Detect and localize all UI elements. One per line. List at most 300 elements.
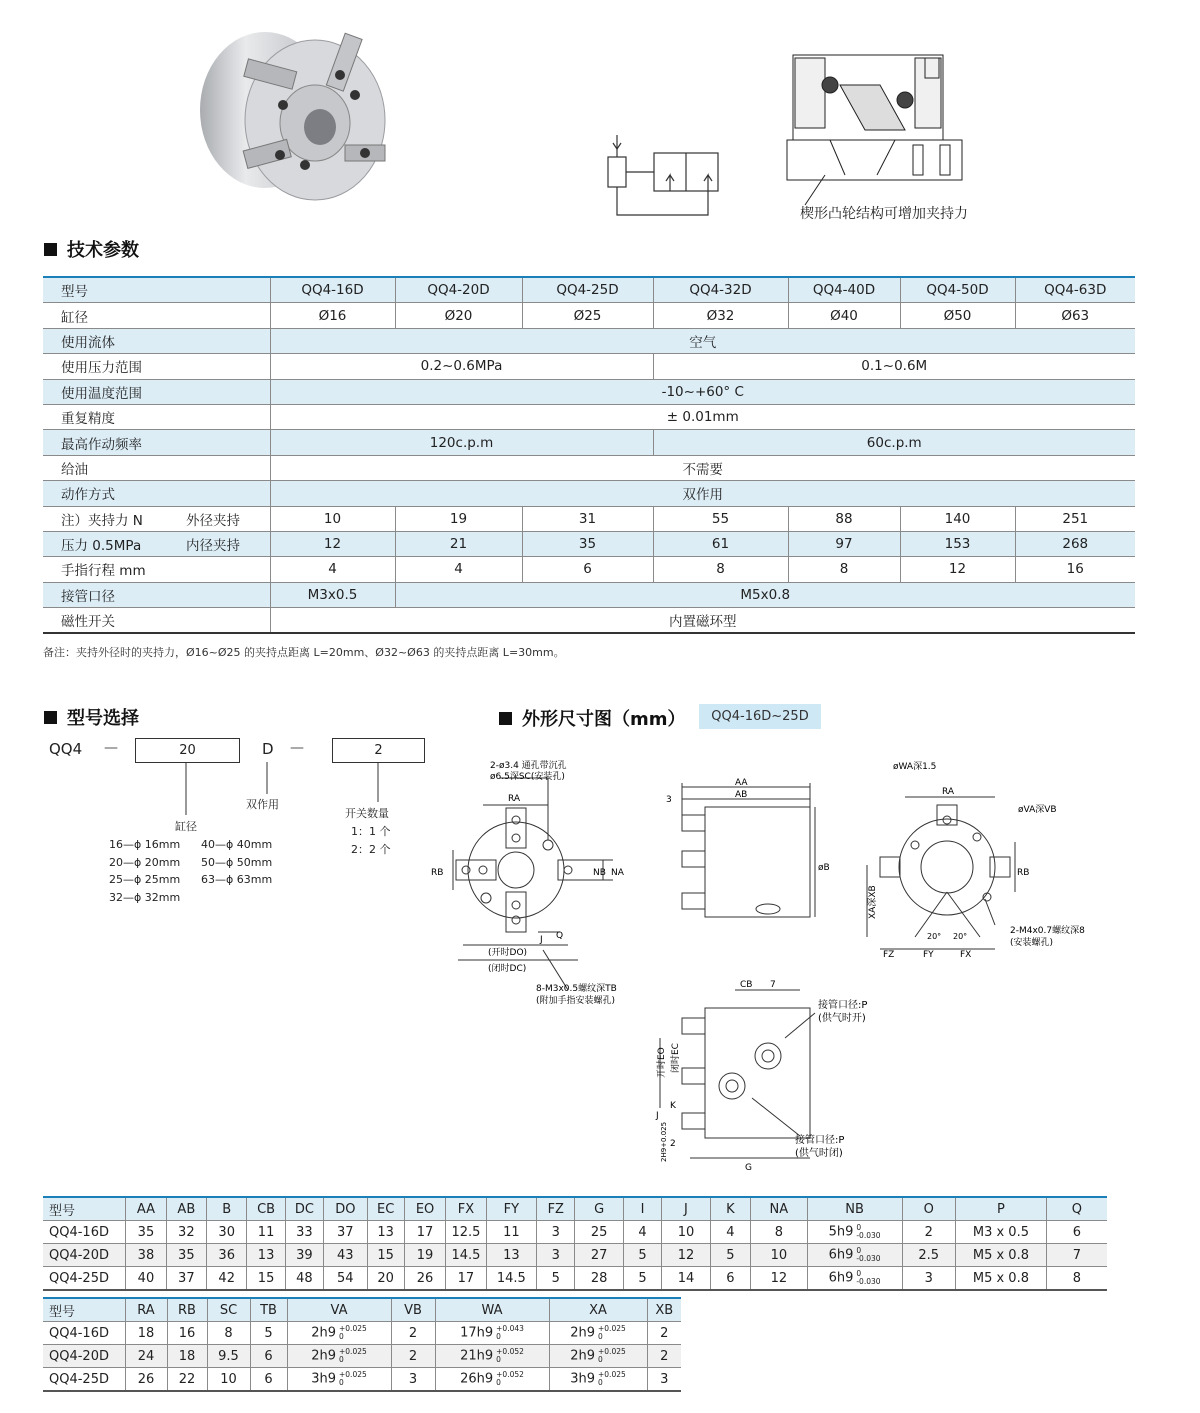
table-cell: 33 (285, 1221, 323, 1244)
label: 25—ϕ 25mm (109, 873, 181, 886)
table-cell: 注）夹持力 N (43, 506, 168, 531)
table-cell: 35 (166, 1244, 206, 1267)
label: G (745, 1163, 752, 1173)
table-cell: QQ4-16D (270, 277, 395, 303)
table-cell: P (956, 1197, 1047, 1221)
table-cell: 5 (537, 1267, 575, 1291)
dim-table-2-row (43, 1345, 681, 1368)
table-cell: NB (807, 1197, 902, 1221)
label: (供气时开) (818, 1013, 866, 1024)
table-cell: 15 (367, 1244, 404, 1267)
label: 6h9 (828, 1270, 854, 1286)
spec-row-pressure (43, 354, 1135, 379)
table-cell: 4 (395, 557, 522, 582)
table-cell: M3 x 0.5 (956, 1221, 1047, 1244)
table-cell: I (623, 1197, 661, 1221)
table-cell: 8 (751, 1221, 808, 1244)
dim-model-range-tag: QQ4-16D~25D (699, 704, 821, 729)
table-cell: 12 (900, 557, 1015, 582)
label: FZ (883, 950, 895, 960)
table-cell: 13 (247, 1244, 285, 1267)
table-cell: 36 (207, 1244, 247, 1267)
label: FY (923, 950, 934, 960)
bore-options-left (109, 836, 180, 906)
label: +0.025 (598, 1347, 626, 1356)
double-acting-title: 双作用 (246, 798, 279, 811)
table-cell: 12 (751, 1267, 808, 1291)
table-cell: 28 (575, 1267, 623, 1291)
spec-section-title (44, 236, 139, 262)
table-cell: 动作方式 (43, 481, 270, 506)
bore-code-box: 20 (135, 738, 240, 763)
table-cell: 43 (324, 1244, 367, 1267)
table-cell: 11 (247, 1221, 285, 1244)
table-cell: Q (1046, 1197, 1107, 1221)
label: 3h9 (570, 1371, 595, 1387)
dash-1: — (104, 740, 118, 756)
table-cell: 13 (486, 1244, 536, 1267)
table-cell: 18 (167, 1345, 207, 1368)
double-acting-code: D (262, 740, 274, 758)
table-cell: SC (207, 1298, 250, 1322)
label: J (540, 935, 543, 945)
table-cell: RA (125, 1298, 167, 1322)
model-section-title (44, 704, 139, 730)
table-cell: 手指行程 mm (43, 557, 270, 582)
spec-row-fluid (43, 328, 1135, 353)
label: 21h9 (460, 1348, 494, 1364)
table-cell: 38 (126, 1244, 166, 1267)
label: øVA深VB (1018, 805, 1057, 815)
spec-row-outer-grip (43, 506, 1135, 531)
label: +0.025 (339, 1324, 367, 1333)
table-cell: 120c.p.m (270, 430, 653, 455)
table-cell: 内径夹持 (168, 531, 270, 556)
table-cell: EC (367, 1197, 404, 1221)
label: +0.025 (339, 1347, 367, 1356)
label: 0 (496, 1378, 501, 1387)
table-cell: 17 (404, 1221, 445, 1244)
table-cell: 0.2~0.6MPa (270, 354, 653, 379)
label: øB (818, 863, 830, 873)
table-cell: QQ4-50D (900, 277, 1015, 303)
table-cell: 14.5 (486, 1267, 536, 1291)
dim-table-1-row (43, 1244, 1107, 1267)
square-bullet-icon (44, 711, 57, 724)
table-cell: 42 (207, 1267, 247, 1291)
pneumatic-symbol (600, 135, 725, 225)
label: AA (735, 778, 748, 788)
table-cell: 3 (647, 1368, 681, 1392)
model-prefix: QQ4 (49, 740, 83, 758)
table-cell: 140 (900, 506, 1015, 531)
table-cell: 11 (486, 1221, 536, 1244)
table-cell: 7 (1046, 1244, 1107, 1267)
table-cell: 15 (247, 1267, 285, 1291)
table-cell: 35 (126, 1221, 166, 1244)
dim-table-2-row (43, 1322, 681, 1345)
table-cell: XA (549, 1298, 647, 1322)
table-cell: 5 (250, 1322, 287, 1345)
table-cell: 153 (900, 531, 1015, 556)
table-cell: 6 (710, 1267, 750, 1291)
table-cell: 10 (751, 1244, 808, 1267)
label: NA (611, 868, 624, 878)
table-cell: 使用压力范围 (43, 354, 270, 379)
label: ø6.5深SC(安装孔) (490, 772, 565, 782)
spec-row-action (43, 481, 1135, 506)
label: RB (1017, 868, 1030, 878)
label: 2 (670, 1139, 676, 1149)
table-cell: QQ4-25D (43, 1368, 125, 1392)
table-cell: FZ (537, 1197, 575, 1221)
bore-title: 缸径 (175, 820, 197, 833)
table-cell: 32 (166, 1221, 206, 1244)
square-bullet-icon (44, 243, 57, 256)
table-cell: 37 (166, 1267, 206, 1291)
table-cell: 19 (404, 1244, 445, 1267)
table-cell: 17 (446, 1267, 486, 1291)
label: 2-ø3.4 通孔带沉孔 (490, 761, 567, 771)
table-cell: 2.5 (902, 1244, 956, 1267)
table-cell: 给油 (43, 455, 270, 480)
table-cell: QQ4-32D (653, 277, 788, 303)
table-cell: 268 (1015, 531, 1135, 556)
label: 0 (856, 1269, 862, 1278)
label: 2h9 (570, 1348, 595, 1364)
table-cell: QQ4-40D (788, 277, 900, 303)
table-cell: 10 (662, 1221, 710, 1244)
label: RA (942, 787, 955, 797)
label: (附加手指安装螺孔) (536, 996, 616, 1006)
table-cell: 61 (653, 531, 788, 556)
table-cell: FY (486, 1197, 536, 1221)
label: 20—ϕ 20mm (109, 855, 181, 869)
spec-row-oil (43, 455, 1135, 480)
table-cell: 88 (788, 506, 900, 531)
bore-options-right (201, 836, 272, 889)
table-cell: AB (166, 1197, 206, 1221)
table-cell: 使用温度范围 (43, 379, 270, 404)
table-cell: EO (404, 1197, 445, 1221)
label: 型号选择 (67, 708, 139, 729)
label: 20° (953, 932, 968, 941)
table-cell: Ø16 (270, 303, 395, 328)
spec-row-stroke (43, 557, 1135, 582)
table-cell: 5 (710, 1244, 750, 1267)
table-cell: 18 (125, 1322, 167, 1345)
switch-code-box: 2 (332, 738, 425, 763)
table-cell: 26 (125, 1368, 167, 1392)
label: +0.052 (496, 1347, 524, 1356)
table-cell: 外径夹持 (168, 506, 270, 531)
table-cell: 重复精度 (43, 404, 270, 429)
cam-caption: 楔形凸轮结构可增加夹持力 (800, 206, 968, 222)
label: 0 (496, 1332, 501, 1341)
label: 0 (856, 1223, 862, 1232)
table-cell: 39 (285, 1244, 323, 1267)
table-cell: 缸径 (43, 303, 270, 328)
table-cell: 6 (250, 1368, 287, 1392)
table-cell: 10 (270, 506, 395, 531)
table-cell: ± 0.01mm (270, 404, 1135, 429)
table-cell: 内置磁环型 (270, 608, 1135, 634)
table-cell: 8 (653, 557, 788, 582)
table-cell: Ø50 (900, 303, 1015, 328)
table-cell: 97 (788, 531, 900, 556)
rear-view-drawing (855, 757, 1110, 962)
square-bullet-icon (499, 712, 512, 725)
label: 2h9 (311, 1325, 336, 1341)
label: (闭时DC) (488, 964, 527, 974)
label: 6h9 (828, 1247, 854, 1263)
spec-row-repeat (43, 404, 1135, 429)
label: 32—ϕ 32mm (109, 890, 181, 904)
table-cell: 2 (647, 1322, 681, 1345)
spec-row-model (43, 277, 1135, 303)
table-cell: 24 (125, 1345, 167, 1368)
spec-row-temp (43, 379, 1135, 404)
table-cell: 16 (167, 1322, 207, 1345)
label: øWA深1.5 (893, 762, 937, 772)
table-cell: 26 (404, 1267, 445, 1291)
spec-row-freq (43, 430, 1135, 455)
table-cell: 40 (126, 1267, 166, 1291)
label: +0.052 (496, 1370, 524, 1379)
label: 2：2 个 (351, 843, 391, 856)
label: +0.025 (339, 1370, 367, 1379)
label: 接管口径:P (818, 1000, 868, 1011)
table-cell: 4 (623, 1221, 661, 1244)
table-cell: 27 (575, 1244, 623, 1267)
label: 2H9+0.025 (660, 1121, 668, 1162)
table-cell: 2 (902, 1221, 956, 1244)
table-cell: 251 (1015, 506, 1135, 531)
table-cell: VB (391, 1298, 435, 1322)
table-cell: 型号 (43, 1298, 125, 1322)
label: XA深XB (868, 885, 878, 919)
spec-row-port (43, 582, 1135, 607)
label: 接管口径:P (795, 1135, 845, 1146)
table-cell: NA (751, 1197, 808, 1221)
table-cell: 型号 (43, 1197, 126, 1221)
cam-section-drawing (785, 50, 970, 225)
table-cell: 12 (270, 531, 395, 556)
table-cell: 6 (1046, 1221, 1107, 1244)
label: 2h9 (311, 1348, 336, 1364)
table-cell: 12.5 (446, 1221, 486, 1244)
table-cell: 9.5 (207, 1345, 250, 1368)
table-cell: 54 (324, 1267, 367, 1291)
label: 开时EO (657, 1047, 667, 1078)
table-cell: 不需要 (270, 455, 1135, 480)
spec-row-switch (43, 608, 1135, 634)
table-cell: 60c.p.m (653, 430, 1135, 455)
table-cell: 3 (391, 1368, 435, 1392)
table-cell: 8 (788, 557, 900, 582)
label: 0 (339, 1378, 344, 1387)
table-cell: QQ4-25D (522, 277, 653, 303)
table-cell: J (662, 1197, 710, 1221)
table-cell: 2 (391, 1322, 435, 1345)
table-cell: QQ4-63D (1015, 277, 1135, 303)
table-cell: 25 (575, 1221, 623, 1244)
table-cell: WA (435, 1298, 549, 1322)
label: +0.043 (496, 1324, 524, 1333)
table-cell: QQ4-16D (43, 1322, 125, 1345)
label: RA (508, 794, 521, 804)
table-cell: M5 x 0.8 (956, 1244, 1047, 1267)
table-cell: 接管口径 (43, 582, 270, 607)
table-cell: 4 (710, 1221, 750, 1244)
label: J (656, 1111, 659, 1121)
table-cell: 48 (285, 1267, 323, 1291)
label: 17h9 (460, 1325, 494, 1341)
table-cell: 21 (395, 531, 522, 556)
table-cell: 19 (395, 506, 522, 531)
table-cell: 31 (522, 506, 653, 531)
label: (开时DO) (488, 948, 528, 958)
label: -0.030 (856, 1277, 881, 1286)
table-cell: 3 (902, 1267, 956, 1291)
label: NB (593, 868, 606, 878)
label: 0 (496, 1355, 501, 1364)
bottom-view-drawing (640, 978, 870, 1173)
label: 7 (770, 980, 776, 990)
spec-row-inner-grip (43, 531, 1135, 556)
table-cell: CB (247, 1197, 285, 1221)
label: 5h9 (828, 1224, 854, 1240)
table-cell: 5 (623, 1244, 661, 1267)
switch-options (351, 823, 391, 859)
dim-table-2-row (43, 1368, 681, 1392)
table-cell: 8 (1046, 1267, 1107, 1291)
dim-table-2-header (43, 1298, 681, 1322)
table-cell: TB (250, 1298, 287, 1322)
dim-table-1 (43, 1196, 1107, 1291)
label: 2-M4x0.7螺纹深8 (1010, 926, 1085, 936)
label: K (670, 1101, 676, 1111)
table-cell: 0.1~0.6M (653, 354, 1135, 379)
label: 2h9 (570, 1325, 595, 1341)
table-cell: DO (324, 1197, 367, 1221)
dash-2: — (290, 740, 304, 756)
spec-row-bore (43, 303, 1135, 328)
dim-table-1-header (43, 1197, 1107, 1221)
label: 闭时EC (671, 1043, 681, 1073)
label: 外形尺寸图（mm） (522, 709, 686, 730)
label: 16—ϕ 16mm (109, 838, 181, 851)
table-cell: 14.5 (446, 1244, 486, 1267)
table-cell: VA (287, 1298, 391, 1322)
table-cell: Ø32 (653, 303, 788, 328)
table-cell: RB (167, 1298, 207, 1322)
spec-table (43, 276, 1135, 634)
table-cell: M3x0.5 (270, 582, 395, 607)
label: 20° (927, 932, 942, 941)
label: 1：1 个 (351, 825, 391, 838)
front-view-drawing (428, 760, 638, 1010)
table-cell: Ø40 (788, 303, 900, 328)
label: 0 (339, 1332, 344, 1341)
label: 0 (339, 1355, 344, 1364)
table-cell: AA (126, 1197, 166, 1221)
dim-table-1-row (43, 1267, 1107, 1291)
table-cell: 14 (662, 1267, 710, 1291)
dim-table-1-row (43, 1221, 1107, 1244)
product-photo (195, 15, 395, 220)
label: (安装螺孔) (1010, 938, 1054, 948)
table-cell: 10 (207, 1368, 250, 1392)
table-cell: 20 (367, 1267, 404, 1291)
label: 技术参数 (67, 240, 139, 261)
table-cell: 最高作动频率 (43, 430, 270, 455)
dim-section-title (499, 705, 686, 731)
label: +0.025 (598, 1324, 626, 1333)
table-cell: 6 (522, 557, 653, 582)
table-cell: M5 x 0.8 (956, 1267, 1047, 1291)
side-view-drawing (660, 775, 830, 935)
label: 0 (856, 1246, 862, 1255)
spec-note: 备注：夹持外径时的夹持力，Ø16~Ø25 的夹持点距离 L=20mm、Ø32~Ø63 的夹持点距离 L=30mm。 (43, 646, 565, 659)
table-cell: FX (446, 1197, 486, 1221)
table-cell: 3 (537, 1221, 575, 1244)
table-cell: DC (285, 1197, 323, 1221)
table-cell: 2 (391, 1345, 435, 1368)
label: CB (740, 980, 753, 990)
table-cell: 4 (270, 557, 395, 582)
table-cell: 8 (207, 1322, 250, 1345)
table-cell: 双作用 (270, 481, 1135, 506)
label: -0.030 (856, 1254, 881, 1263)
label: FX (960, 950, 972, 960)
table-cell: Ø25 (522, 303, 653, 328)
table-cell: O (902, 1197, 956, 1221)
table-cell: 16 (1015, 557, 1135, 582)
switch-count-title: 开关数量 (345, 807, 389, 820)
table-cell: G (575, 1197, 623, 1221)
table-cell: 空气 (270, 328, 1135, 353)
label: 0 (598, 1378, 603, 1387)
table-cell: QQ4-20D (43, 1345, 125, 1368)
label: -0.030 (856, 1231, 881, 1240)
table-cell: 使用流体 (43, 328, 270, 353)
table-cell: 压力 0.5MPa (43, 531, 168, 556)
label: 26h9 (460, 1371, 494, 1387)
table-cell: QQ4-25D (43, 1267, 126, 1291)
table-cell: 12 (662, 1244, 710, 1267)
table-cell: 55 (653, 506, 788, 531)
label: 8-M3x0.5螺纹深TB (536, 984, 617, 994)
label: Q (556, 931, 564, 941)
table-cell: 5 (623, 1267, 661, 1291)
table-cell: 型号 (43, 277, 270, 303)
table-cell: 37 (324, 1221, 367, 1244)
label: (供气时闭) (795, 1148, 843, 1159)
label: 0 (598, 1332, 603, 1341)
table-cell: 13 (367, 1221, 404, 1244)
table-cell: 35 (522, 531, 653, 556)
table-cell: QQ4-16D (43, 1221, 126, 1244)
label: 40—ϕ 40mm (201, 838, 273, 851)
table-cell: QQ4-20D (395, 277, 522, 303)
table-cell: -10~+60° C (270, 379, 1135, 404)
table-cell: 磁性开关 (43, 608, 270, 634)
table-cell: 2 (647, 1345, 681, 1368)
table-cell: QQ4-20D (43, 1244, 126, 1267)
table-cell: Ø63 (1015, 303, 1135, 328)
table-cell: K (710, 1197, 750, 1221)
